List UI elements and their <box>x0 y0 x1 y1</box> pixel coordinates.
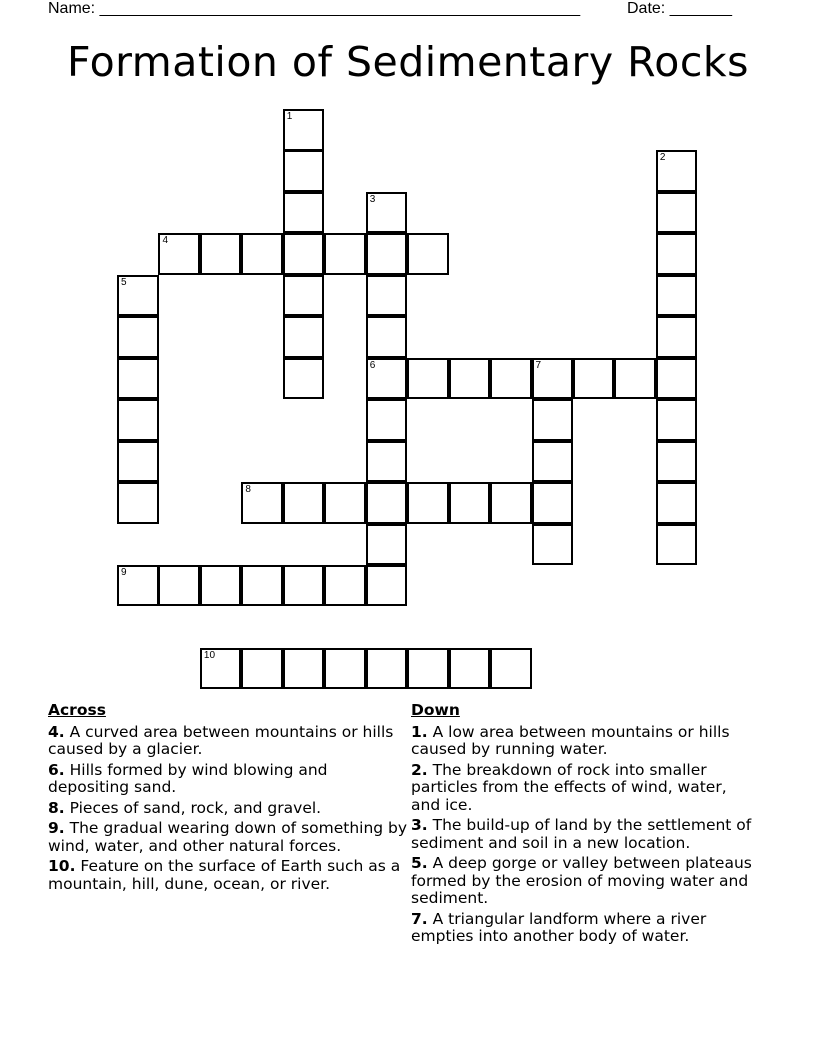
clue-number-label: 5 <box>121 276 127 288</box>
clue-text: The gradual wearing down of something by wind, water, and other natural forces. <box>48 819 408 855</box>
crossword-cell[interactable] <box>656 150 698 192</box>
crossword-cell[interactable] <box>407 482 449 524</box>
crossword-cell[interactable] <box>490 482 532 524</box>
across-heading: Across <box>48 701 106 719</box>
clue-across-8 <box>48 800 408 818</box>
crossword-cell[interactable] <box>283 150 325 192</box>
clue-down-2 <box>411 762 756 815</box>
crossword-cell[interactable] <box>656 441 698 483</box>
page-title: Formation of Sedimentary Rocks <box>66 38 750 86</box>
crossword-cell[interactable] <box>283 648 325 690</box>
crossword-cell[interactable] <box>366 358 408 400</box>
clue-text: A curved area between mountains or hills caused by a glacier. <box>48 722 394 758</box>
crossword-cell[interactable] <box>366 275 408 317</box>
crossword-cell[interactable] <box>200 565 242 607</box>
crossword-cell[interactable] <box>117 482 159 524</box>
crossword-cell[interactable] <box>366 233 408 275</box>
crossword-cell[interactable] <box>532 399 574 441</box>
crossword-cell[interactable] <box>366 316 408 358</box>
crossword-cell[interactable] <box>283 233 325 275</box>
crossword-cell[interactable] <box>656 192 698 234</box>
clue-number: 6. <box>48 760 65 779</box>
crossword-cell[interactable] <box>656 233 698 275</box>
crossword-cell[interactable] <box>366 441 408 483</box>
clue-text: A low area between mountains or hills caused by running water. <box>411 722 730 758</box>
crossword-cell[interactable] <box>200 233 242 275</box>
crossword-cell[interactable] <box>614 358 656 400</box>
crossword-cell[interactable] <box>656 524 698 566</box>
crossword-cell[interactable] <box>366 399 408 441</box>
crossword-cell[interactable] <box>283 565 325 607</box>
crossword-cell[interactable] <box>241 648 283 690</box>
clue-down-1 <box>411 724 756 759</box>
crossword-cell[interactable] <box>324 648 366 690</box>
clue-number: 1. <box>411 722 428 741</box>
crossword-cell[interactable] <box>656 358 698 400</box>
crossword-cell[interactable] <box>366 648 408 690</box>
clue-number: 5. <box>411 854 428 872</box>
crossword-cell[interactable] <box>241 565 283 607</box>
crossword-cell[interactable] <box>117 358 159 400</box>
crossword-cell[interactable] <box>200 648 242 690</box>
clue-text: Feature on the surface of Earth such as a mountain, hill, dune, ocean, or river. <box>48 857 401 893</box>
crossword-cell[interactable] <box>117 399 159 441</box>
clue-number: 9. <box>48 819 65 837</box>
clue-number-label: 2 <box>659 152 666 164</box>
crossword-cell[interactable] <box>117 316 159 358</box>
crossword-cell[interactable] <box>449 358 491 400</box>
crossword-cell[interactable] <box>532 441 574 483</box>
clue-number-label: 3 <box>369 193 376 205</box>
crossword-cell[interactable] <box>324 565 366 607</box>
crossword-cell[interactable] <box>283 316 325 358</box>
down-heading: Down <box>411 701 460 719</box>
clue-number-label: 8 <box>245 484 251 496</box>
crossword-cell[interactable] <box>656 275 698 317</box>
crossword-cell[interactable] <box>158 565 200 607</box>
clue-number-label: 6 <box>369 359 376 371</box>
clue-number-label: 1 <box>286 111 293 122</box>
crossword-cell[interactable] <box>532 524 574 566</box>
crossword-cell[interactable] <box>366 524 408 566</box>
crossword-cell[interactable] <box>407 358 449 400</box>
crossword-cell[interactable] <box>532 358 574 400</box>
crossword-cell[interactable] <box>324 482 366 524</box>
clue-across-6 <box>48 762 408 797</box>
crossword-cell[interactable] <box>490 648 532 690</box>
clue-number: 3. <box>411 816 428 834</box>
clue-down-3 <box>411 817 756 852</box>
crossword-cell[interactable] <box>449 648 491 690</box>
down-clues <box>411 702 756 949</box>
crossword-cell[interactable] <box>656 482 698 524</box>
clue-number: 7. <box>411 909 428 928</box>
crossword-cell[interactable] <box>407 233 449 275</box>
crossword-cell[interactable] <box>532 482 574 524</box>
crossword-cell[interactable] <box>117 275 159 317</box>
crossword-cell[interactable] <box>324 233 366 275</box>
date-field-label: Date: _______ <box>627 0 732 17</box>
crossword-cell[interactable] <box>283 358 325 400</box>
clue-down-5 <box>411 855 756 908</box>
crossword-cell[interactable] <box>241 233 283 275</box>
crossword-cell[interactable] <box>366 565 408 607</box>
crossword-cell[interactable] <box>283 109 325 151</box>
clue-text: The breakdown of rock into smaller particles from the effects of wind, water, and ice. <box>411 760 727 814</box>
crossword-cell[interactable] <box>407 648 449 690</box>
crossword-cell[interactable] <box>117 565 159 607</box>
across-clues <box>48 702 408 896</box>
crossword-cell[interactable] <box>117 441 159 483</box>
clue-text: A deep gorge or valley between plateaus formed by the erosion of moving water and sediment. <box>411 854 752 907</box>
clue-across-10 <box>48 858 408 893</box>
clue-down-7 <box>411 911 756 946</box>
clue-number-label: 4 <box>162 235 168 247</box>
clue-number: 2. <box>411 760 428 779</box>
crossword-cell[interactable] <box>283 192 325 234</box>
clue-text: The build-up of land by the settlement of sediment and soil in a new location. <box>411 816 752 852</box>
crossword-cell[interactable] <box>158 233 200 275</box>
clue-text: A triangular landform where a river empties into another body of water. <box>411 909 707 945</box>
clue-number: 4. <box>48 722 65 741</box>
crossword-cell[interactable] <box>656 316 698 358</box>
crossword-cell[interactable] <box>656 399 698 441</box>
crossword-cell[interactable] <box>241 482 283 524</box>
clue-across-4 <box>48 724 408 759</box>
clue-text: Hills formed by wind blowing and depositing sand. <box>48 760 328 796</box>
crossword-cell[interactable] <box>490 358 532 400</box>
crossword-cell[interactable] <box>449 482 491 524</box>
clue-number-label: 7 <box>535 359 542 371</box>
clue-text: Pieces of sand, rock, and gravel. <box>64 798 322 817</box>
crossword-cell[interactable] <box>573 358 615 400</box>
crossword-cell[interactable] <box>283 275 325 317</box>
crossword-cell[interactable] <box>366 192 408 234</box>
clue-across-9 <box>48 820 408 855</box>
crossword-cell[interactable] <box>283 482 325 524</box>
name-field-label: Name: ______________________________________________________ <box>48 0 581 17</box>
clue-number: 10. <box>48 857 76 875</box>
crossword-cell[interactable] <box>366 482 408 524</box>
clue-number-label: 9 <box>121 566 127 578</box>
clue-number: 8. <box>48 798 65 817</box>
clue-number-label: 10 <box>203 649 216 661</box>
